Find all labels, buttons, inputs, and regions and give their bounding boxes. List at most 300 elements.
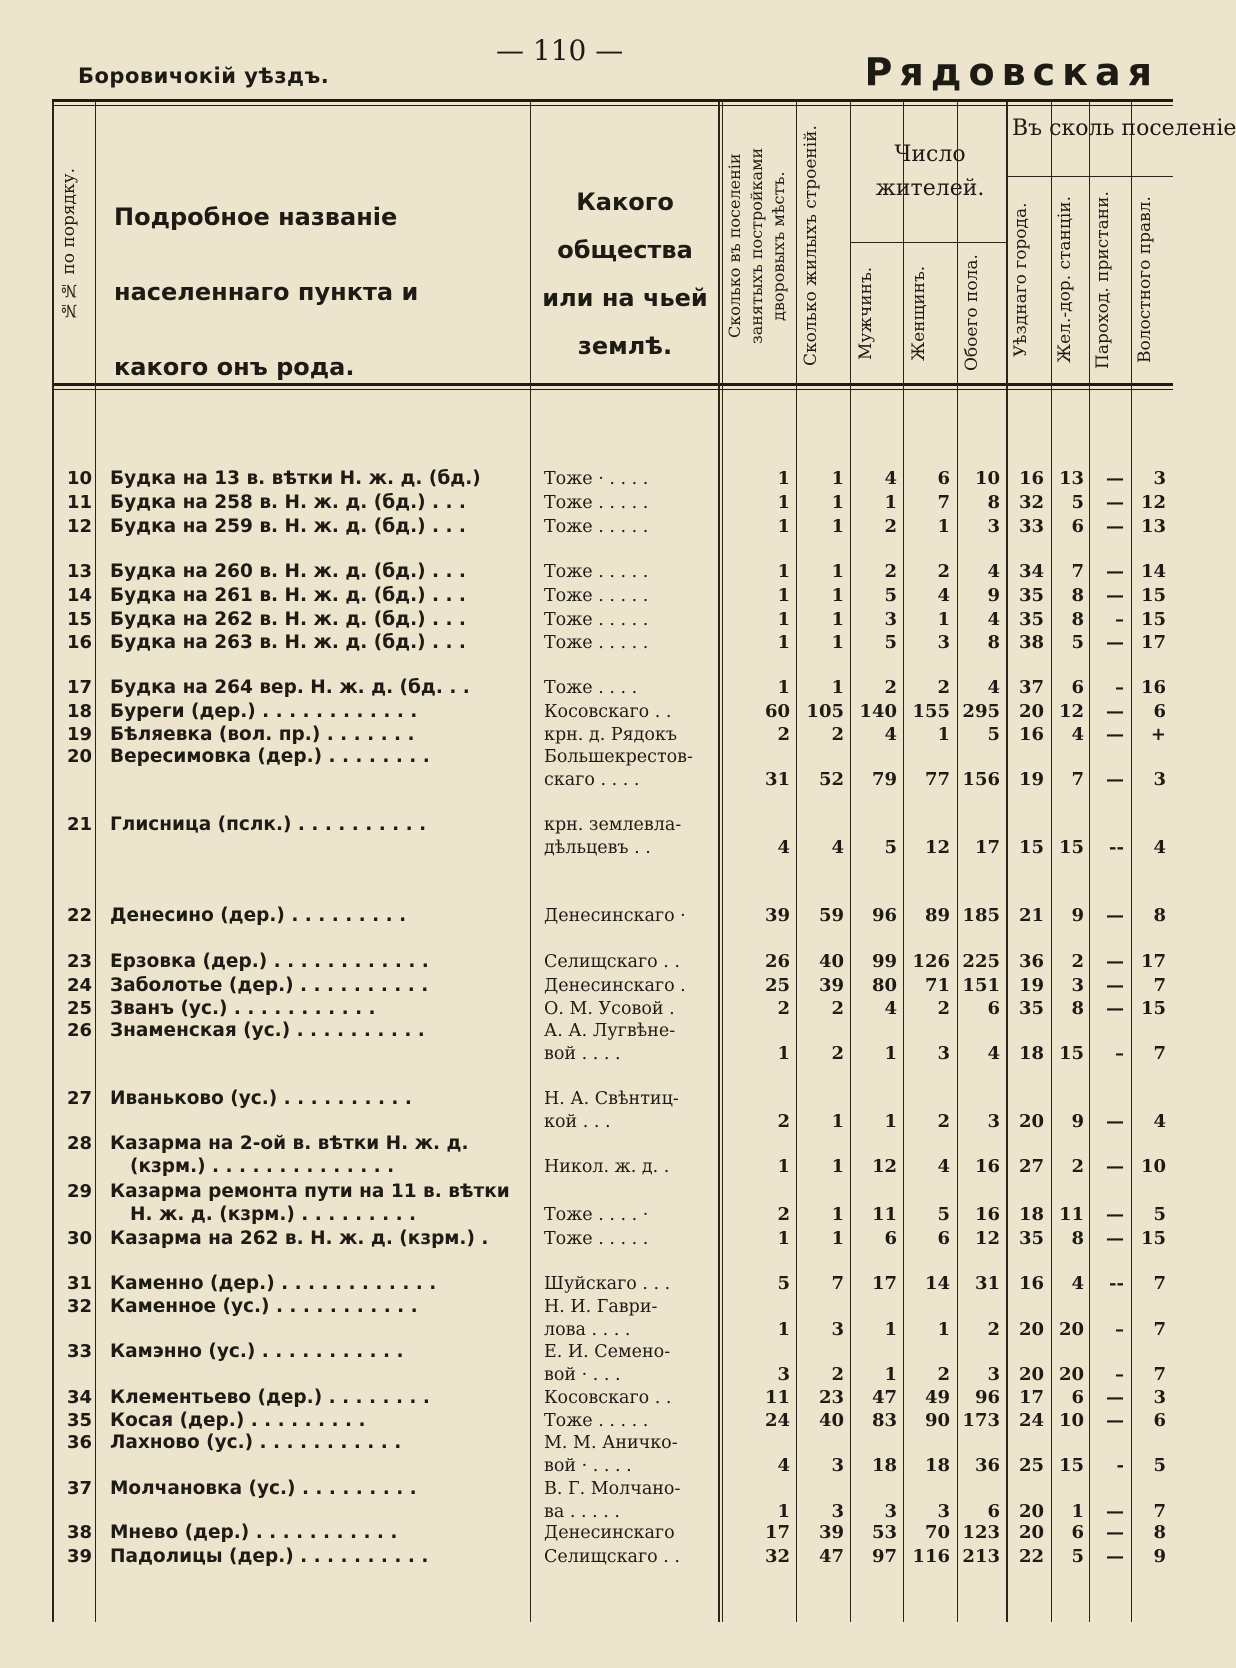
cell-plots: 1	[777, 1043, 790, 1064]
cell-dist-volost: 7	[1153, 975, 1166, 996]
society-name: кой . . .	[544, 1112, 611, 1132]
cell-men: 5	[884, 837, 897, 858]
cell-plots: 1	[777, 468, 790, 489]
cell-both: 173	[962, 1410, 1000, 1431]
cell-dist-volost: 16	[1140, 677, 1166, 698]
cell-dist-town: 19	[1018, 769, 1044, 790]
cell-buildings: 3	[831, 1319, 844, 1340]
cell-dist-pier: –	[1115, 1319, 1124, 1340]
cell-both: 225	[962, 951, 1000, 972]
cell-plots: 2	[777, 998, 790, 1019]
cell-plots: 4	[777, 837, 790, 858]
cell-dist-pier: —	[1106, 1156, 1124, 1177]
row-number: 28	[66, 1133, 92, 1154]
cell-dist-town: 20	[1018, 1111, 1044, 1132]
row-number: 23	[66, 951, 92, 972]
cell-dist-pier: —	[1106, 975, 1124, 996]
place-name: Мнево (дер.) . . . . . . . . . . .	[110, 1522, 398, 1543]
place-name: Вересимовка (дер.) . . . . . . . .	[110, 746, 430, 767]
cell-plots: 1	[777, 492, 790, 513]
cell-buildings: 2	[831, 1364, 844, 1385]
cell-dist-pier: –	[1115, 1364, 1124, 1385]
society-name: Н. А. Свѣнтиц-	[544, 1089, 679, 1109]
cell-both: 4	[987, 677, 1000, 698]
society-name: вой . . . .	[544, 1044, 621, 1064]
cell-dist-volost: 13	[1140, 516, 1166, 537]
cell-women: 6	[937, 468, 950, 489]
cell-both: 213	[962, 1546, 1000, 1567]
place-name: Падолицы (дер.) . . . . . . . . . .	[110, 1546, 429, 1567]
cell-plots: 1	[777, 1156, 790, 1177]
cell-buildings: 3	[831, 1501, 844, 1522]
cell-dist-volost: 9	[1153, 1546, 1166, 1567]
cell-dist-pier: —	[1106, 724, 1124, 745]
cell-dist-town: 20	[1018, 701, 1044, 722]
place-name: Званъ (ус.) . . . . . . . . . . .	[110, 998, 376, 1019]
header-population: Число жителей.	[875, 142, 985, 201]
cell-dist-rail: 20	[1058, 1364, 1084, 1385]
cell-dist-rail: 6	[1071, 1522, 1084, 1543]
cell-both: 10	[974, 468, 1000, 489]
cell-dist-pier: –	[1115, 1043, 1124, 1064]
cell-both: 295	[962, 701, 1000, 722]
cell-both: 185	[962, 905, 1000, 926]
cell-women: 12	[924, 837, 950, 858]
cell-dist-volost: 3	[1153, 1387, 1166, 1408]
cell-women: 1	[937, 516, 950, 537]
cell-buildings: 1	[831, 1228, 844, 1249]
cell-dist-volost: 15	[1140, 1228, 1166, 1249]
cell-plots: 1	[777, 1501, 790, 1522]
place-name: Н. ж. д. (кзрм.) . . . . . . . . .	[130, 1204, 417, 1225]
cell-dist-volost: 15	[1140, 998, 1166, 1019]
row-number: 38	[66, 1522, 92, 1543]
cell-women: 6	[937, 1228, 950, 1249]
row-number: 31	[66, 1273, 92, 1294]
cell-buildings: 1	[831, 632, 844, 653]
society-name: Тоже . . . . ·	[544, 1205, 649, 1225]
cell-dist-town: 19	[1018, 975, 1044, 996]
place-name: Клементьево (дер.) . . . . . . . .	[110, 1387, 430, 1408]
society-name: Денесинскаго ·	[544, 906, 686, 926]
column-rule	[95, 102, 96, 1622]
cell-dist-pier: —	[1106, 1204, 1124, 1225]
cell-dist-volost: +	[1150, 724, 1166, 745]
cell-women: 2	[937, 1111, 950, 1132]
cell-men: 1	[884, 1111, 897, 1132]
cell-buildings: 1	[831, 677, 844, 698]
cell-buildings: 39	[818, 975, 844, 996]
cell-buildings: 2	[831, 1043, 844, 1064]
cell-dist-rail: 5	[1071, 492, 1084, 513]
cell-dist-rail: 5	[1071, 632, 1084, 653]
cell-plots: 1	[777, 585, 790, 606]
cell-dist-rail: 3	[1071, 975, 1084, 996]
cell-men: 47	[871, 1387, 897, 1408]
cell-dist-rail: 7	[1071, 769, 1084, 790]
cell-dist-pier: —	[1106, 998, 1124, 1019]
cell-dist-rail: 1	[1071, 1501, 1084, 1522]
cell-buildings: 1	[831, 609, 844, 630]
cell-both: 6	[987, 1501, 1000, 1522]
cell-dist-town: 17	[1018, 1387, 1044, 1408]
cell-women: 2	[937, 561, 950, 582]
cell-dist-town: 34	[1018, 561, 1044, 582]
society-name: А. А. Лугвѣне-	[544, 1021, 676, 1041]
cell-dist-pier: —	[1106, 516, 1124, 537]
row-number: 11	[66, 492, 92, 513]
cell-plots: 26	[764, 951, 790, 972]
cell-both: 17	[974, 837, 1000, 858]
cell-dist-town: 33	[1018, 516, 1044, 537]
row-number: 37	[66, 1478, 92, 1499]
row-number: 25	[66, 998, 92, 1019]
row-number: 14	[66, 585, 92, 606]
cell-both: 3	[987, 1364, 1000, 1385]
cell-dist-rail: 4	[1071, 1273, 1084, 1294]
society-name: Шуйскаго . . .	[544, 1274, 671, 1294]
cell-plots: 1	[777, 1228, 790, 1249]
header-name: Подробное названіе населеннаго пункта и какого онъ рода.	[114, 203, 419, 381]
header-rail-station: Жел.-дор. станціи.	[1055, 196, 1075, 364]
cell-both: 2	[987, 1319, 1000, 1340]
cell-plots: 2	[777, 724, 790, 745]
cell-dist-town: 16	[1018, 1273, 1044, 1294]
cell-men: 4	[884, 724, 897, 745]
distance-subheader-rule	[1006, 176, 1173, 177]
cell-buildings: 23	[818, 1387, 844, 1408]
cell-women: 2	[937, 998, 950, 1019]
cell-dist-pier: —	[1106, 561, 1124, 582]
cell-dist-pier: —	[1106, 632, 1124, 653]
cell-dist-volost: 7	[1153, 1501, 1166, 1522]
cell-women: 3	[937, 1501, 950, 1522]
society-name: Селищскаго . .	[544, 952, 680, 972]
cell-dist-rail: 2	[1071, 1156, 1084, 1177]
header-women: Женщинъ.	[909, 265, 929, 361]
cell-dist-pier: —	[1106, 468, 1124, 489]
place-name: Молчановка (ус.) . . . . . . . . .	[110, 1478, 417, 1499]
row-number: 10	[66, 468, 92, 489]
cell-dist-volost: 7	[1153, 1043, 1166, 1064]
society-name: Селищскаго . .	[544, 1547, 680, 1567]
cell-dist-rail: 6	[1071, 677, 1084, 698]
cell-men: 12	[871, 1156, 897, 1177]
cell-both: 31	[974, 1273, 1000, 1294]
cell-men: 140	[859, 701, 897, 722]
cell-men: 99	[871, 951, 897, 972]
row-number: 12	[66, 516, 92, 537]
cell-plots: 1	[777, 561, 790, 582]
cell-both: 3	[987, 516, 1000, 537]
cell-dist-rail: 15	[1058, 1455, 1084, 1476]
cell-women: 77	[924, 769, 950, 790]
cell-dist-pier: –	[1115, 677, 1124, 698]
cell-both: 151	[962, 975, 1000, 996]
cell-dist-volost: 10	[1140, 1156, 1166, 1177]
cell-dist-town: 21	[1018, 905, 1044, 926]
cell-dist-rail: 8	[1071, 585, 1084, 606]
cell-men: 2	[884, 677, 897, 698]
cell-buildings: 40	[818, 951, 844, 972]
district-heading: Боровичокій уѣздъ.	[78, 64, 330, 88]
cell-men: 4	[884, 998, 897, 1019]
cell-men: 2	[884, 561, 897, 582]
cell-women: 1	[937, 724, 950, 745]
row-number: 36	[66, 1432, 92, 1453]
society-name: Тоже . . . . .	[544, 1229, 649, 1249]
cell-both: 3	[987, 1111, 1000, 1132]
cell-dist-town: 20	[1018, 1501, 1044, 1522]
cell-men: 1	[884, 1043, 897, 1064]
cell-dist-pier: --	[1109, 837, 1124, 858]
cell-dist-town: 16	[1018, 468, 1044, 489]
cell-women: 1	[937, 609, 950, 630]
cell-both: 8	[987, 632, 1000, 653]
place-name: Будка на 260 в. Н. ж. д. (бд.) . . .	[110, 561, 466, 582]
cell-dist-volost: 8	[1153, 905, 1166, 926]
society-name: крн. д. Рядокъ	[544, 725, 678, 745]
cell-both: 5	[987, 724, 1000, 745]
society-name: Тоже . . . . .	[544, 562, 649, 582]
cell-dist-volost: 17	[1140, 632, 1166, 653]
cell-dist-volost: 12	[1140, 492, 1166, 513]
cell-dist-volost: 4	[1153, 837, 1166, 858]
cell-dist-rail: 12	[1058, 701, 1084, 722]
cell-buildings: 7	[831, 1273, 844, 1294]
cell-men: 3	[884, 1501, 897, 1522]
row-number: 19	[66, 724, 92, 745]
row-number: 29	[66, 1181, 92, 1202]
cell-plots: 24	[764, 1410, 790, 1431]
header-society: Какого общества или на чьей землѣ.	[542, 188, 708, 360]
cell-dist-volost: 15	[1140, 609, 1166, 630]
cell-dist-volost: 15	[1140, 585, 1166, 606]
cell-dist-pier: —	[1106, 905, 1124, 926]
society-name: О. М. Усовой .	[544, 999, 675, 1019]
cell-dist-pier: —	[1106, 492, 1124, 513]
cell-dist-pier: –	[1115, 609, 1124, 630]
cell-dist-town: 16	[1018, 724, 1044, 745]
cell-dist-town: 20	[1018, 1319, 1044, 1340]
cell-women: 89	[924, 905, 950, 926]
cell-women: 2	[937, 1364, 950, 1385]
cell-plots: 2	[777, 1204, 790, 1225]
cell-both: 156	[962, 769, 1000, 790]
row-number: 22	[66, 905, 92, 926]
cell-dist-volost: 5	[1153, 1204, 1166, 1225]
cell-dist-rail: 13	[1058, 468, 1084, 489]
cell-buildings: 1	[831, 561, 844, 582]
cell-dist-volost: 17	[1140, 951, 1166, 972]
row-number: 17	[66, 677, 92, 698]
cell-plots: 1	[777, 609, 790, 630]
place-name: Глисница (пслк.) . . . . . . . . . .	[110, 814, 427, 835]
cell-dist-rail: 8	[1071, 609, 1084, 630]
cell-both: 36	[974, 1455, 1000, 1476]
cell-buildings: 1	[831, 1204, 844, 1225]
cell-dist-pier: —	[1106, 1228, 1124, 1249]
cell-dist-rail: 11	[1058, 1204, 1084, 1225]
cell-men: 96	[871, 905, 897, 926]
header-both-sexes: Обоего пола.	[962, 254, 982, 372]
cell-buildings: 1	[831, 1111, 844, 1132]
cell-men: 1	[884, 492, 897, 513]
cell-plots: 17	[764, 1522, 790, 1543]
row-number: 39	[66, 1546, 92, 1567]
row-number: 24	[66, 975, 92, 996]
cell-plots: 39	[764, 905, 790, 926]
cell-men: 5	[884, 632, 897, 653]
population-subheader-rule	[850, 242, 1006, 243]
cell-both: 4	[987, 561, 1000, 582]
cell-buildings: 1	[831, 492, 844, 513]
cell-dist-rail: 2	[1071, 951, 1084, 972]
cell-plots: 60	[764, 701, 790, 722]
cell-dist-rail: 20	[1058, 1319, 1084, 1340]
society-name: вой · . . . .	[544, 1456, 632, 1476]
place-name: Будка на 262 в. Н. ж. д. (бд.) . . .	[110, 609, 466, 630]
cell-buildings: 4	[831, 837, 844, 858]
cell-buildings: 1	[831, 516, 844, 537]
row-number: 18	[66, 701, 92, 722]
society-name: дѣльцевъ . .	[544, 838, 651, 858]
column-rule	[530, 102, 531, 1622]
cell-dist-town: 32	[1018, 492, 1044, 513]
society-name: Тоже · . . . .	[544, 469, 649, 489]
cell-buildings: 47	[818, 1546, 844, 1567]
cell-dist-pier: —	[1106, 1501, 1124, 1522]
cell-men: 11	[871, 1204, 897, 1225]
cell-buildings: 2	[831, 724, 844, 745]
cell-buildings: 1	[831, 585, 844, 606]
cell-both: 4	[987, 1043, 1000, 1064]
cell-both: 8	[987, 492, 1000, 513]
cell-dist-rail: 6	[1071, 1387, 1084, 1408]
society-name: скаго . . . .	[544, 770, 640, 790]
place-name: Лахново (ус.) . . . . . . . . . . .	[110, 1432, 402, 1453]
row-number: 27	[66, 1088, 92, 1109]
cell-dist-town: 35	[1018, 585, 1044, 606]
row-number: 34	[66, 1387, 92, 1408]
cell-dist-rail: 15	[1058, 837, 1084, 858]
cell-dist-pier: --	[1109, 1273, 1124, 1294]
cell-women: 155	[912, 701, 950, 722]
cell-dist-town: 38	[1018, 632, 1044, 653]
place-name: Знаменская (ус.) . . . . . . . . . .	[110, 1020, 425, 1041]
cell-women: 4	[937, 585, 950, 606]
place-name: Ерзовка (дер.) . . . . . . . . . . . .	[110, 951, 429, 972]
cell-dist-pier: —	[1106, 951, 1124, 972]
cell-plots: 5	[777, 1273, 790, 1294]
cell-buildings: 105	[806, 701, 844, 722]
cell-dist-pier: —	[1106, 1111, 1124, 1132]
cell-dist-pier: -	[1116, 1455, 1124, 1476]
cell-dist-pier: —	[1106, 1387, 1124, 1408]
cell-plots: 2	[777, 1111, 790, 1132]
place-name: Казарма на 2-ой в. вѣтки Н. ж. д.	[110, 1133, 469, 1154]
cell-buildings: 2	[831, 998, 844, 1019]
cell-dist-volost: 3	[1153, 468, 1166, 489]
row-number: 21	[66, 814, 92, 835]
society-name: Тоже . . . . .	[544, 610, 649, 630]
cell-women: 5	[937, 1204, 950, 1225]
cell-both: 6	[987, 998, 1000, 1019]
cell-men: 1	[884, 1319, 897, 1340]
cell-plots: 3	[777, 1364, 790, 1385]
cell-women: 70	[924, 1522, 950, 1543]
place-name: Будка на 259 в. Н. ж. д. (бд.) . . .	[110, 516, 466, 537]
cell-dist-volost: 7	[1153, 1364, 1166, 1385]
cell-women: 126	[912, 951, 950, 972]
cell-dist-volost: 3	[1153, 769, 1166, 790]
cell-both: 16	[974, 1156, 1000, 1177]
society-name: крн. землевла-	[544, 815, 682, 835]
cell-women: 4	[937, 1156, 950, 1177]
volost-heading: Рядовская	[864, 50, 1159, 94]
place-name: Бѣляевка (вол. пр.) . . . . . . .	[110, 724, 415, 745]
cell-men: 17	[871, 1273, 897, 1294]
cell-men: 2	[884, 516, 897, 537]
column-rule	[718, 102, 720, 1622]
cell-women: 18	[924, 1455, 950, 1476]
cell-buildings: 1	[831, 1156, 844, 1177]
row-number: 35	[66, 1410, 92, 1431]
cell-men: 6	[884, 1228, 897, 1249]
place-name: Камэнно (ус.) . . . . . . . . . . .	[110, 1341, 404, 1362]
table-top-rule	[52, 99, 1173, 102]
society-name: лова . . . .	[544, 1320, 631, 1340]
cell-men: 1	[884, 1364, 897, 1385]
cell-dist-town: 22	[1018, 1546, 1044, 1567]
cell-plots: 32	[764, 1546, 790, 1567]
cell-both: 16	[974, 1204, 1000, 1225]
row-number: 30	[66, 1228, 92, 1249]
cell-dist-pier: —	[1106, 1522, 1124, 1543]
cell-women: 3	[937, 632, 950, 653]
row-number: 15	[66, 609, 92, 630]
society-name: вой · . . .	[544, 1365, 621, 1385]
cell-women: 7	[937, 492, 950, 513]
cell-dist-pier: —	[1106, 1546, 1124, 1567]
cell-women: 71	[924, 975, 950, 996]
cell-buildings: 59	[818, 905, 844, 926]
cell-both: 96	[974, 1387, 1000, 1408]
cell-dist-rail: 9	[1071, 905, 1084, 926]
cell-dist-volost: 6	[1153, 701, 1166, 722]
place-name: Будка на 258 в. Н. ж. д. (бд.) . . .	[110, 492, 466, 513]
cell-dist-town: 15	[1018, 837, 1044, 858]
cell-plots: 31	[764, 769, 790, 790]
cell-dist-pier: —	[1106, 1410, 1124, 1431]
cell-men: 83	[871, 1410, 897, 1431]
cell-dist-volost: 5	[1153, 1455, 1166, 1476]
cell-men: 5	[884, 585, 897, 606]
header-order-no: №№ по порядку.	[59, 167, 79, 321]
place-name: Каменно (дер.) . . . . . . . . . . . .	[110, 1273, 437, 1294]
row-number: 13	[66, 561, 92, 582]
cell-dist-rail: 4	[1071, 724, 1084, 745]
society-name: Никол. ж. д. .	[544, 1157, 670, 1177]
row-number: 32	[66, 1296, 92, 1317]
society-name: Тоже . . . . .	[544, 517, 649, 537]
column-rule	[722, 102, 723, 1622]
cell-dist-rail: 5	[1071, 1546, 1084, 1567]
cell-both: 4	[987, 609, 1000, 630]
society-name: Тоже . . . . .	[544, 1411, 649, 1431]
cell-dist-town: 27	[1018, 1156, 1044, 1177]
row-number: 16	[66, 632, 92, 653]
